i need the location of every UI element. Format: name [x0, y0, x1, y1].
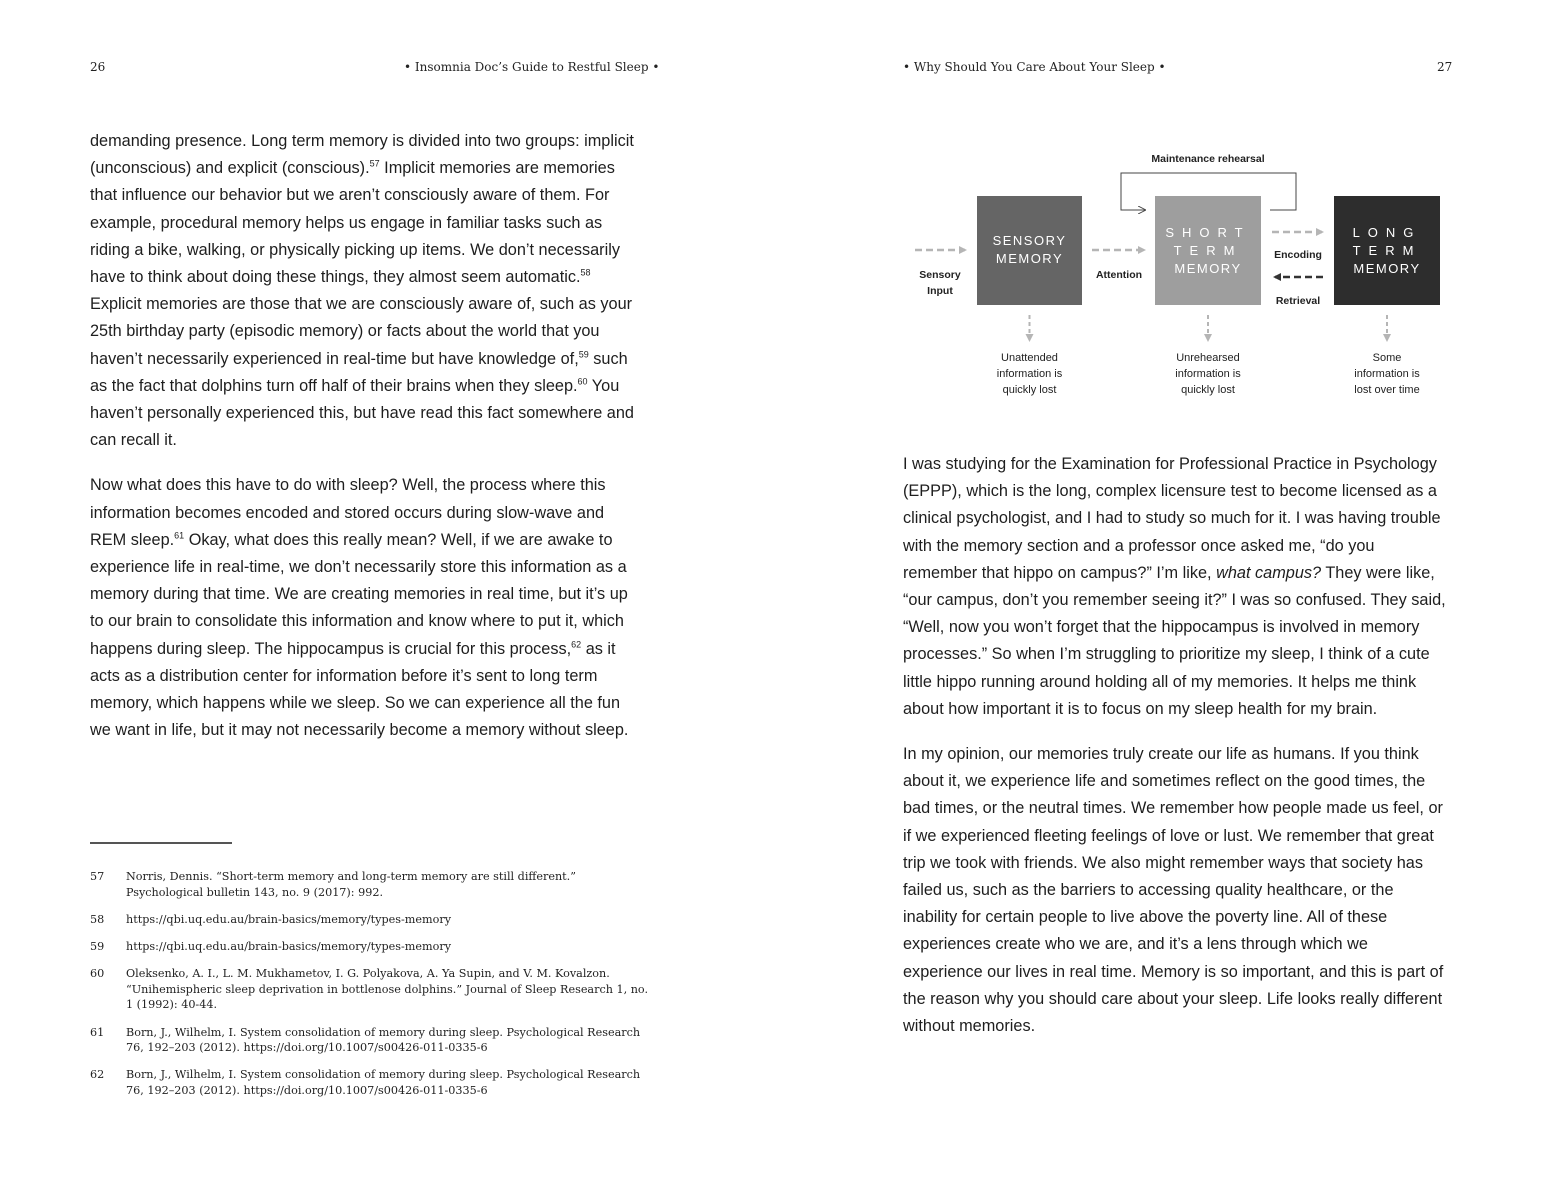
- footnote-number: 60: [90, 967, 105, 981]
- left-running-header: • Insomnia Doc’s Guide to Restful Sleep •: [404, 60, 660, 74]
- footnote-number: 62: [90, 1068, 105, 1082]
- encoding-label: Encoding: [1274, 249, 1322, 261]
- left-page-number: 26: [90, 60, 106, 74]
- long-box-line2: TERM: [1352, 243, 1422, 258]
- footnote-number: 59: [90, 939, 105, 953]
- long-note-line2: information is: [1354, 368, 1420, 380]
- text-run: as it acts as a distribution center for information before it’s sent to long term memory, which happens while we sleep. So we can experience all the fun we want in life, but it may not necessarily become a memory without sleep.: [90, 639, 629, 740]
- long-note-line1: Some: [1372, 352, 1402, 364]
- long-box-line3: MEMORY: [1353, 261, 1421, 276]
- short-note-line2: information is: [1175, 368, 1241, 380]
- footnote-ref: 62: [571, 639, 582, 650]
- text-run: Now what does this have to do with sleep? Well, the process where this information becomes encoded and stored occurs during slow-wave and REM sleep.: [90, 476, 606, 549]
- right-running-header: • Why Should You Care About Your Sleep •: [903, 60, 1166, 74]
- footnote-divider: [90, 842, 232, 844]
- retrieval-label: Retrieval: [1275, 295, 1321, 307]
- footnote-text: Born, J., Wilhelm, I. System consolidation of memory during sleep. Psychological Research 76, 192–203 (2012). https://doi.org/10.1007/s00426-011-0335-6: [126, 1068, 641, 1097]
- text-run: They were like, “our campus, don’t you remember seeing it?” I was so confused. They said, “Well, now you won’t forget that the hippocampus is involved in memory processes.” So when I’m struggling to prioritize my sleep, I think of a cute little hippo running around holding all of my memories. It helps me think about how important it is to focus on my sleep health for my brain.: [903, 563, 1446, 718]
- right-paragraph-1: [903, 451, 1451, 723]
- sensory-note-line2: information is: [996, 368, 1063, 380]
- short-note-line1: Unrehearsed: [1176, 352, 1240, 364]
- footnote-number: 61: [90, 1025, 105, 1039]
- short-box-line1: SHORT: [1165, 225, 1251, 240]
- footnote-item: [90, 1067, 650, 1098]
- long-note-line3: lost over time: [1354, 384, 1420, 396]
- left-body: [90, 128, 638, 744]
- left-paragraph-1: [90, 128, 638, 454]
- text-run: demanding presence. Long term memory is divided into two groups: implicit (unconscious) and explicit (conscious).: [90, 132, 634, 178]
- footnote-item: [90, 966, 650, 1013]
- footnotes: [90, 869, 650, 1110]
- right-body: [903, 451, 1451, 1040]
- short-box-line2: TERM: [1173, 243, 1243, 258]
- left-paragraph-2: [90, 472, 638, 744]
- memory-diagram-svg: [770, 0, 1541, 420]
- footnote-number: 58: [90, 912, 105, 926]
- attention-label: Attention: [1095, 269, 1143, 281]
- left-page: [0, 0, 770, 1191]
- sensory-input-label-line2: Input: [927, 285, 953, 297]
- footnote-ref: 60: [577, 376, 588, 387]
- footnote-ref: 61: [174, 530, 185, 541]
- footnote-number: 57: [90, 870, 105, 883]
- text-run: I was studying for the Examination for Professional Practice in Psychology (EPPP), which is the long, complex licensure test to become licensed as a clinical psychologist, and I had to study so much for it. I was having trouble with the memory section and a professor once asked me, “do you remember that hippo on campus?” I’m like,: [903, 455, 1441, 582]
- text-run: You haven’t personally experienced this, but have read this fact somewhere and can recall it.: [90, 376, 634, 450]
- text-run: such as the fact that dolphins turn off half of their brains when they sleep.: [90, 349, 628, 395]
- italic-run: what campus?: [1216, 563, 1322, 582]
- text-run: Okay, what does this really mean? Well, if we are awake to experience life in real-time, we don’t necessarily store this information as a memory during that time. We are creating memories in real time, but it’s up to our brain to consolidate this information and know where to put it, which happens during sleep. The hippocampus is crucial for this process,: [90, 530, 628, 658]
- footnote-text: https://qbi.uq.edu.au/brain-basics/memory/types-memory: [126, 912, 452, 926]
- right-page-number: 27: [1437, 60, 1453, 74]
- footnote-ref: 57: [369, 158, 380, 169]
- right-page: [770, 0, 1541, 1191]
- maintenance-rehearsal-label: Maintenance rehearsal: [1151, 153, 1265, 165]
- sensory-box-line2: MEMORY: [995, 251, 1064, 266]
- short-note-line3: quickly lost: [1181, 384, 1235, 396]
- short-box-line3: MEMORY: [1174, 261, 1242, 276]
- long-box-line1: LONG: [1352, 225, 1422, 240]
- footnote-text: Born, J., Wilhelm, I. System consolidation of memory during sleep. Psychological Research 76, 192–203 (2012). https://doi.org/10.1007/s00426-011-0335-6: [126, 1025, 641, 1055]
- text-run: In my opinion, our memories truly create our life as humans. If you think about it, we experience life and sometimes reflect on the good times, the bad times, or the neutral times. We remember how people made us feel, or if we experienced fleeting feelings of love or lust. We remember that great trip we took with friends. We also might remember ways that society has failed us, such as the barriers to accessing quality healthcare, or the inability for certain people to live above the poverty line. All of these experiences create who we are, and it’s a lens through which we experience our lives in real time. Memory is so important, and this is part of the reason why you should care about your sleep. Life looks really different without memories.: [903, 745, 1444, 1036]
- sensory-note-line3: quickly lost: [1002, 384, 1057, 396]
- right-paragraph-2: [903, 741, 1451, 1040]
- footnote-text: Norris, Dennis. “Short-term memory and long-term memory are still different.” Psychological bulletin 143, no. 9 (2017): 992.: [126, 870, 576, 899]
- footnote-text: Oleksenko, A. I., L. M. Mukhametov, I. G. Polyakova, A. Ya Supin, and V. M. Kovalzon. “Unihemispheric sleep deprivation in bottlenose dolphins.” Journal of Sleep Research 1, no. 1 (1992): 40-44.: [126, 967, 649, 1012]
- footnote-text: https://qbi.uq.edu.au/brain-basics/memory/types-memory: [126, 939, 452, 953]
- footnote-item: [90, 869, 650, 900]
- sensory-note-line1: Unattended: [1001, 352, 1058, 364]
- footnote-item: [90, 912, 650, 928]
- footnote-ref: 58: [580, 267, 591, 278]
- footnote-ref: 59: [578, 349, 589, 360]
- memory-model-diagram: [770, 0, 1541, 420]
- sensory-box-line1: SENSORY: [992, 233, 1067, 248]
- text-run: Explicit memories are those that we are consciously aware of, such as your 25th birthday party (episodic memory) or facts about the world that you haven’t necessarily experienced in real-time but have knowledge of,: [90, 295, 633, 368]
- sensory-input-label-line1: Sensory: [919, 269, 961, 281]
- footnote-item: [90, 1025, 650, 1056]
- text-run: Implicit memories are memories that influence our behavior but we aren’t consciously aware of them. For example, procedural memory helps us engage in familiar tasks such as riding a bike, walking, or physically picking up items. We don’t necessarily have to think about doing these things, they almost seem automatic.: [90, 159, 620, 287]
- footnote-item: [90, 939, 650, 955]
